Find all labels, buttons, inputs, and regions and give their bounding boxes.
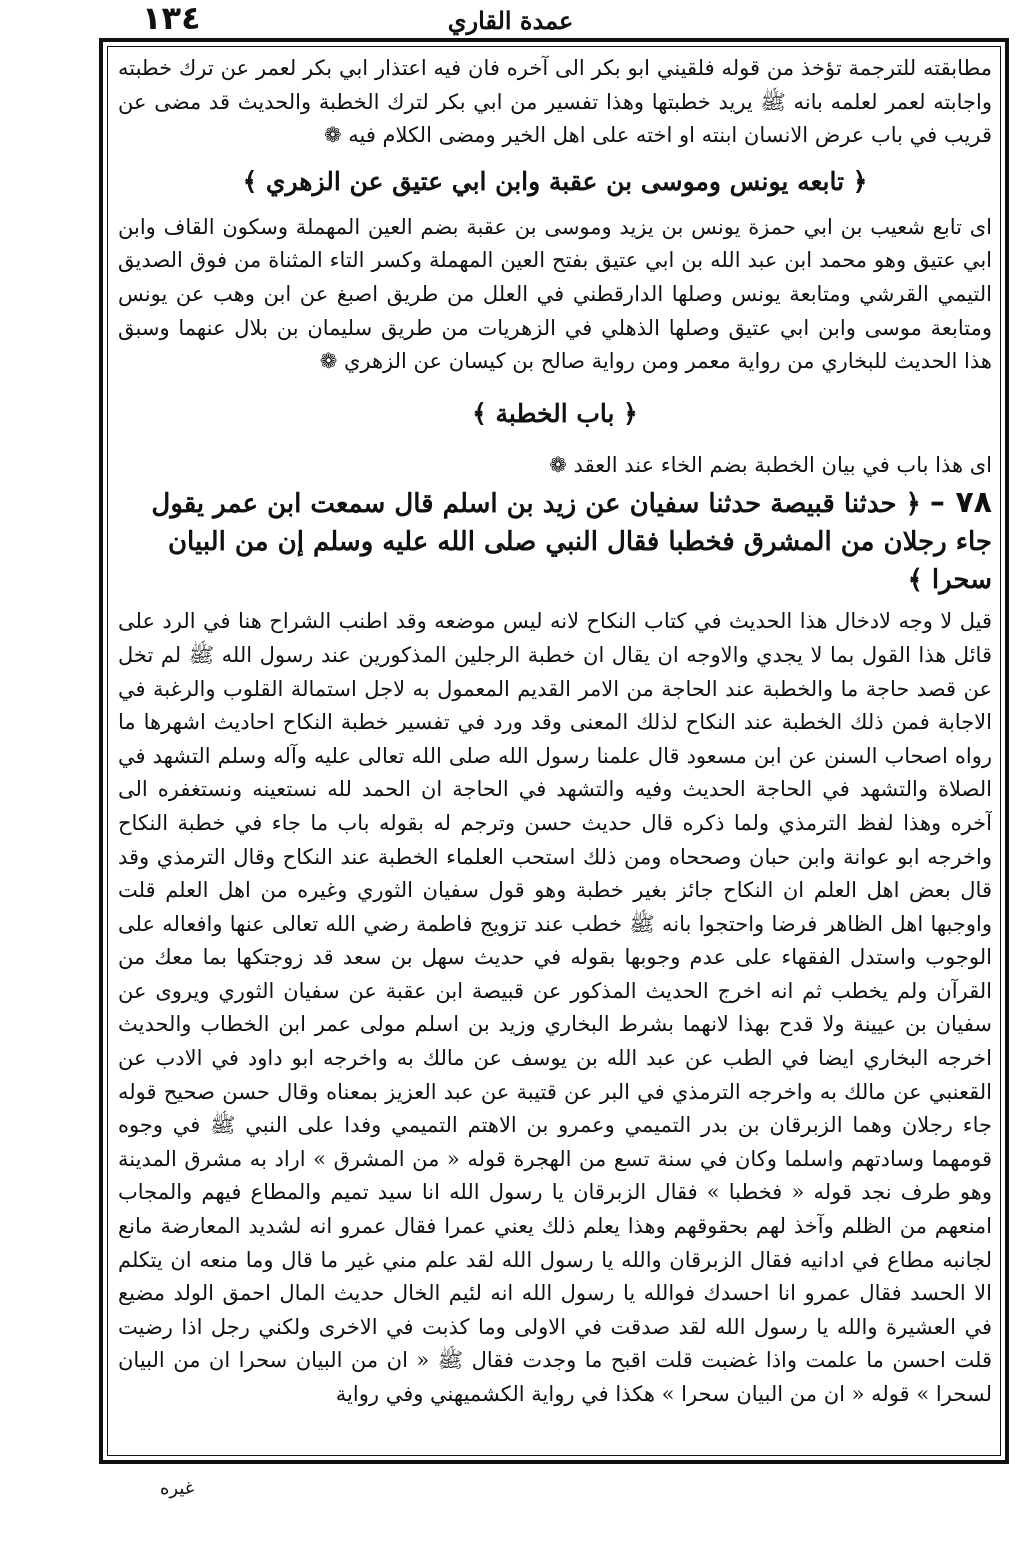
hadith-text (118, 484, 992, 599)
page-header (0, 0, 1021, 40)
commentary-paragraph-4: قيل لا وجه لادخال هذا الحديث في كتاب النكاح لانه ليس موضعه وقد اطنب الشراح هنا في الرد على قائل هذا القول بما لا يجدي والاوجه ان يقال ان خطبة الرجلين المذكورين عند رسول الله ﷺ لم تخل عن قصد حاجة ما والخطبة عند الحاجة من الامر القديم المعمول به لاجل استمالة القلوب والرغبة في الاجابة فمن ذلك الخطبة عند النكاح لذلك المعنى وقد ورد في تفسير خطبة النكاح احاديث اشهرها ما رواه اصحاب السنن عن ابن مسعود قال علمنا رسول الله صلى الله تعالى عليه وآله وسلم التشهد في الصلاة والتشهد في الحاجة الحديث وفيه والتشهد في الحاجة ان الحمد لله نستعينه ونستغفره الى آخره وهذا لفظ الترمذي ولما ذكره قال حديث حسن وترجم له بقوله باب ما جاء في خطبة النكاح واخرجه ابو عوانة وابن حبان وصححاه ومن ذلك استحب العلماء الخطبة عند النكاح وقال الترمذي وقد قال بعض اهل العلم ان النكاح جائز بغير خطبة وهو قول سفيان الثوري وغيره من اهل العلم قلت واوجبها اهل الظاهر فرضا واحتجوا بانه ﷺ خطب عند تزويج فاطمة رضي الله تعالى عنها وافعاله على الوجوب واستدل الفقهاء على عدم وجوبها بقوله في حديث سهل بن سعد قد زوجتكها بما معك من القرآن ولم يخطب ثم انه اخرج الحديث المذكور عن قبيصة ابن عقبة عن سفيان الثوري ويروى عن سفيان بن عيينة ولا قدح بهذا لانهما بشرط البخاري وزيد بن اسلم مولى عمر ابن الخطاب والحديث اخرجه البخاري ايضا في الطب عن عبد الله بن يوسف عن مالك به واخرجه ابو داود في الادب عن القعنبي عن مالك به واخرجه الترمذي في البر عن قتيبة عن عبد العزيز بمعناه وقال حسن صحيح قوله جاء رجلان وهما الزبرقان بن بدر التميمي وعمرو بن الاهتم التميمي وفدا على النبي ﷺ في وجوه قومهما وسادتهم واسلما وكان في سنة تسع من الهجرة قوله « من المشرق » اراد به مشرق المدينة وهو طرف نجد قوله « فخطبا » فقال الزبرقان يا رسول الله انا سيد تميم والمطاع فيهم والمجاب امنعهم من الظلم وآخذ لهم بحقوقهم وهذا يعلم ذلك يعني عمرا فقال عمرو انه لشديد المعارضة مانع لجانبه مطاع في ادانيه فقال الزبرقان والله يا رسول الله لقد علم مني غير ما قال وما منعه ان يتكلم الا الحسد فقال عمرو انا احسدك فوالله يا رسول الله انه لئيم الخال حديث المال احمق الولد مضيع في العشيرة والله يا رسول الله لقد صدقت في الاولى وما كذبت في الاخرى ولكني رجل اذا رضيت قلت احسن ما علمت واذا غضبت قلت اقبح ما وجدت فقال ﷺ « ان من البيان سحرا ان من البيان لسحرا » قوله « ان من البيان سحرا » هكذا في رواية الكشميهني وفي رواية (118, 609, 992, 1406)
commentary-paragraph-3: اى هذا باب في بيان الخطبة بضم الخاء عند العقد ❁ (549, 452, 992, 477)
commentary-paragraph-1: مطابقته للترجمة تؤخذ من قوله فلقيني ابو بكر الى آخره فان فيه اعتذار ابي بكر لعمر عن ترك خطبته واجابته لعمر لعلمه بانه ﷺ يريد خطبتها وهذا تفسير من ابي بكر لترك الخطبة والحديث قد مضى عن قريب في باب عرض الانسان ابنته او اخته على اهل الخير ومضى الكلام فيه ❁ (118, 56, 992, 148)
hadith-body: ﴿ حدثنا قبيصة حدثنا سفيان عن زيد بن اسلم قال سمعت ابن عمر يقول جاء رجلان من المشرق فخطبا فقال النبي صلى الله عليه وسلم إن من البيان سحرا ﴾ (151, 489, 992, 596)
section-heading-tabaahu: ﴿ تابعه يونس وموسى بن عقبة وابن ابي عتيق عن الزهري ﴾ (242, 166, 868, 196)
running-title: عمدة القاري (447, 6, 574, 35)
commentary-paragraph-2: اى تابع شعيب بن ابي حمزة يونس بن يزيد وموسى بن عقبة بضم العين المهملة وسكون القاف وابن ابي عتيق وهو محمد ابن عبد الله بن ابي عتيق بفتح العين المهملة وكسر التاء المثناة من فوق الصديق التيمي القرشي ومتابعة يونس وصلها الدارقطني في العلل من طريق اصبغ عن ابن وهب عن يونس ومتابعة موسى وابن ابي عتيق وصلها الذهلي في الزهريات من طريق سليمان بن بلال عنهما وسبق هذا الحديث للبخاري من رواية معمر ومن رواية صالح بن كيسان عن الزهري ❁ (118, 214, 992, 374)
page-number: ١٣٤ (142, 0, 201, 37)
catchword: غيره (160, 1478, 195, 1499)
hadith-number: ٧٨ – (929, 485, 992, 521)
chapter-heading-bab-al-khutba: ﴿ باب الخطبة ﴾ (472, 398, 638, 428)
page-content (118, 52, 992, 1447)
